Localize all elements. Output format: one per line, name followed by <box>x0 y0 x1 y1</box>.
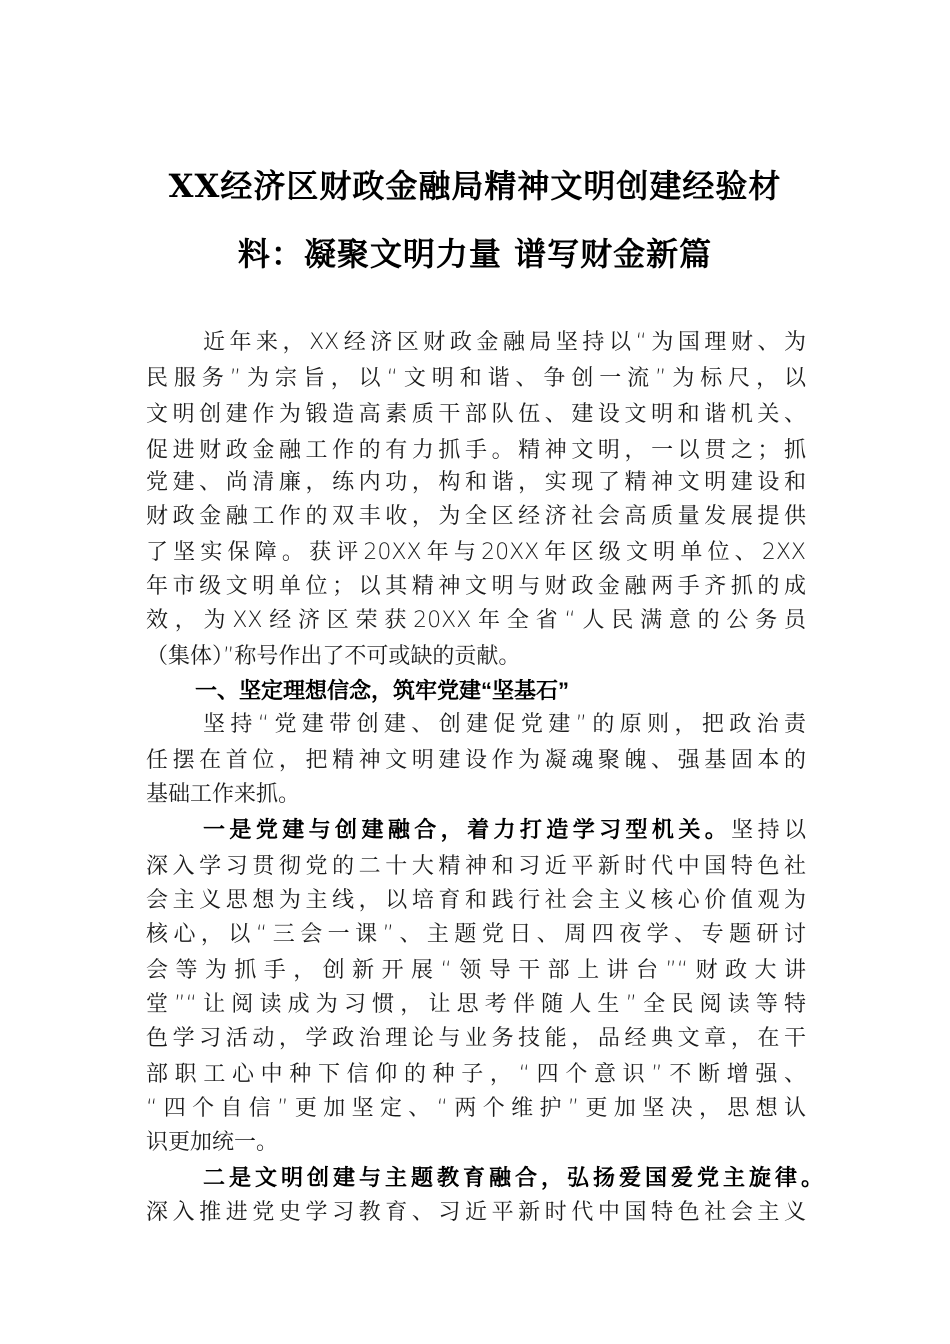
intro-line: 年市级文明单位；以其精神文明与财政金融两手齐抓的成 <box>146 574 806 599</box>
item-1-line: 会主义思想为主线，以培育和践行社会主义核心价值观为 <box>146 888 806 913</box>
item-1-line: 部职工心中种下信仰的种子，“四个意识”不断增强、 <box>146 1062 806 1087</box>
intro-line: 近年来，XX经济区财政金融局坚持以“为国理财、为 <box>203 330 806 355</box>
intro-line: 文明创建作为锻造高素质干部队伍、建设文明和谐机关、 <box>146 402 806 427</box>
intro-line: 促进财政金融工作的有力抓手。精神文明，一以贯之；抓 <box>146 438 806 463</box>
intro-line: （集体）”称号作出了不可或缺的贡献。 <box>146 644 521 669</box>
item-1-line: 核心，以“三会一课”、主题党日、周四夜学、专题研讨 <box>146 922 806 947</box>
item-1-lead-line <box>203 816 806 846</box>
item-1-line: 识更加统一。 <box>146 1130 279 1155</box>
intro-line: 财政金融工作的双丰收，为全区经济社会高质量发展提供 <box>146 504 806 529</box>
item-2-lead-bold: 二是文明创建与主题教育融合，弘扬爱国爱党主旋律。 <box>203 1166 823 1191</box>
item-1-line: 深入学习贯彻党的二十大精神和习近平新时代中国特色社 <box>146 854 806 879</box>
intro-line: 党建、尚清廉，练内功，构和谐，实现了精神文明建设和 <box>146 470 806 495</box>
section-heading: 一、坚定理想信念，筑牢党建“坚基石” <box>195 678 570 703</box>
section-paragraph-line: 任摆在首位，把精神文明建设作为凝魂聚魄、强基固本的 <box>146 748 806 773</box>
item-1-line: 色学习活动，学政治理论与业务技能，品经典文章，在干 <box>146 1026 806 1051</box>
item-1-lead-bold: 一是党建与创建融合，着力打造学习型机关。 <box>203 818 732 843</box>
item-2-lead-line <box>203 1164 823 1194</box>
item-2-line: 深入推进党史学习教育、习近平新时代中国特色社会主义 <box>146 1200 806 1225</box>
intro-line: 了坚实保障。获评20XX年与20XX年区级文明单位、2XX <box>146 540 806 565</box>
item-1-lead-rest: 坚持以 <box>731 818 806 843</box>
item-1-line: 堂”“让阅读成为习惯，让思考伴随人生”全民阅读等特 <box>146 992 806 1017</box>
document-title-line-1: XX经济区财政金融局精神文明创建经验材 <box>168 167 782 205</box>
intro-line: 效，为XX经济区荣获20XX年全省“人民满意的公务员 <box>146 608 806 633</box>
section-paragraph-line: 基础工作来抓。 <box>146 782 301 807</box>
intro-line: 民服务”为宗旨，以“文明和谐、争创一流”为标尺，以 <box>146 366 806 391</box>
section-paragraph-line: 坚持“党建带创建、创建促党建”的原则，把政治责 <box>203 712 806 737</box>
item-1-line: “四个自信”更加坚定、“两个维护”更加坚决，思想认 <box>146 1096 806 1121</box>
document-title-line-2: 料：凝聚文明力量 谱写财金新篇 <box>237 235 713 273</box>
item-1-line: 会等为抓手，创新开展“领导干部上讲台”“财政大讲 <box>146 958 806 983</box>
